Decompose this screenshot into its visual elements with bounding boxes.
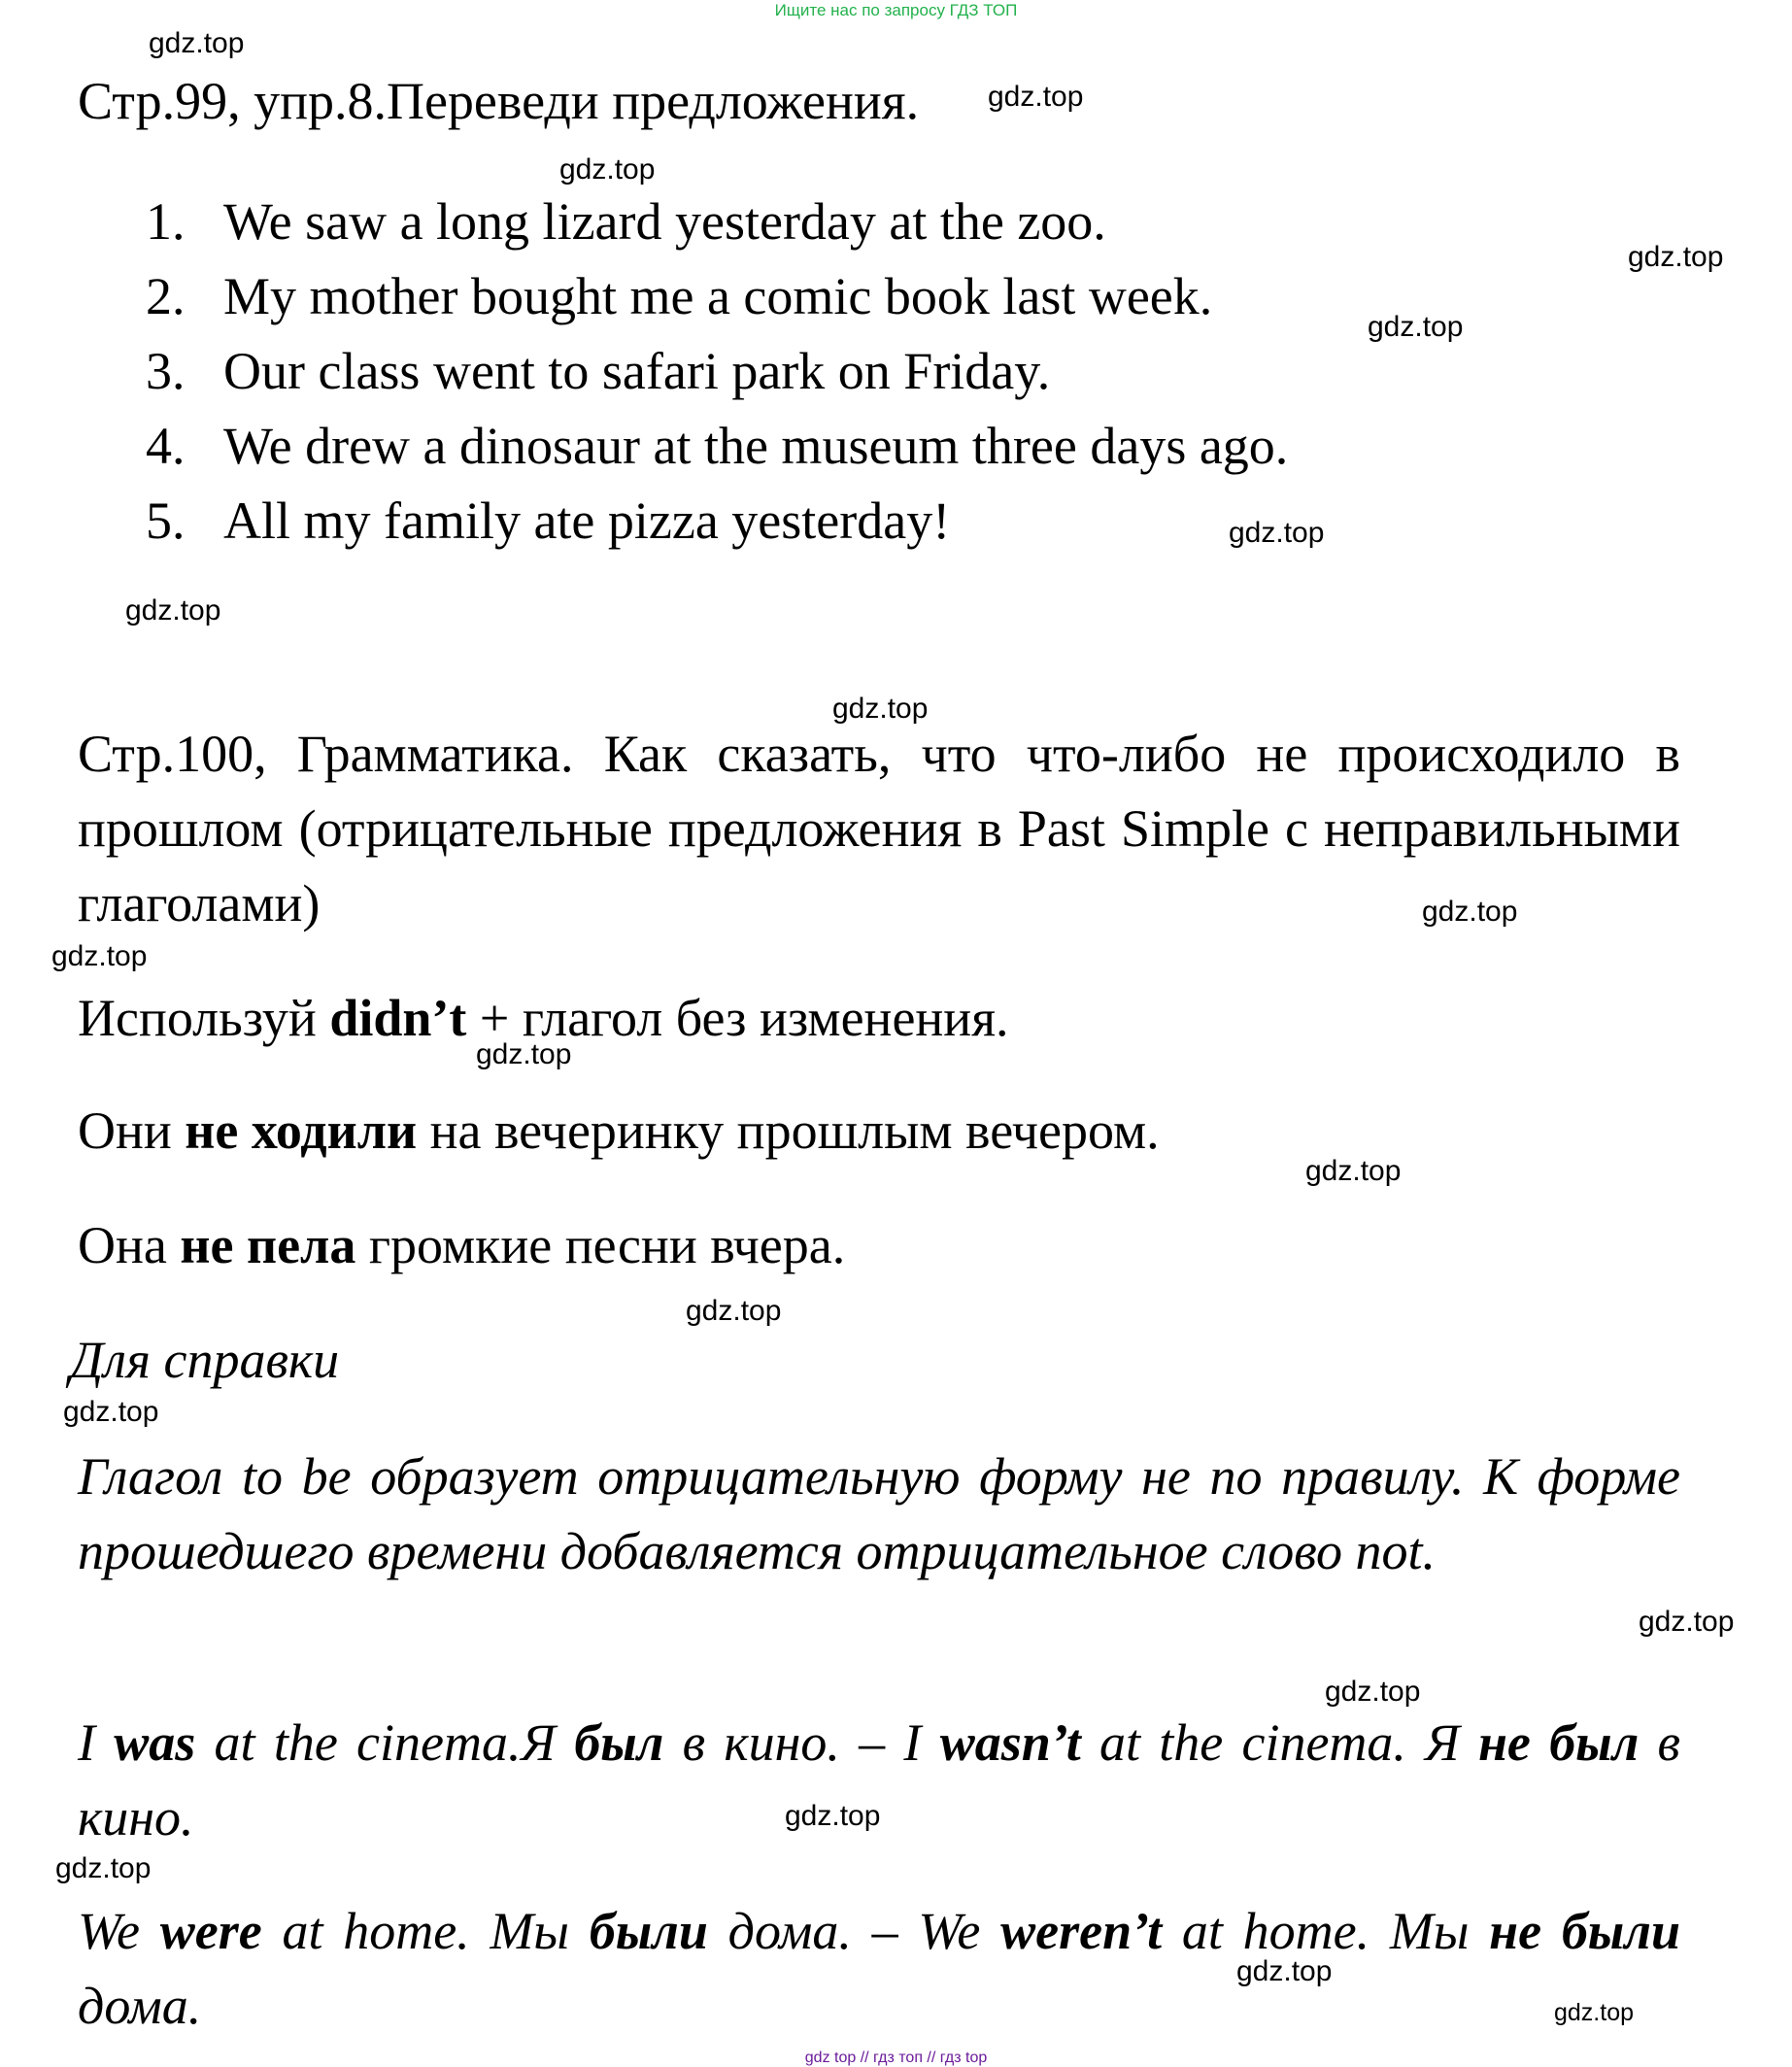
example-highlight: weren’t (1000, 1902, 1163, 1960)
example-text: at home. Мы (261, 1902, 590, 1960)
watermark: gdz.top (63, 1396, 159, 1428)
grammar-example (78, 1214, 845, 1276)
list-item (146, 259, 1288, 334)
watermark: gdz.top (1236, 1955, 1333, 1987)
watermark: gdz.top (476, 1038, 572, 1070)
rule-text: Используй (78, 989, 330, 1047)
example-highlight: были (589, 1902, 708, 1960)
example-text: на вечеринку прошлым вечером. (417, 1101, 1160, 1160)
watermark: gdz.top (1368, 311, 1464, 343)
grammar-example (78, 1100, 1160, 1162)
sentence-text: Our class went to safari park on Friday. (223, 342, 1051, 400)
exercise-heading: Стр.99, упр.8.Переведи предложения. (78, 72, 920, 130)
sentence-list (146, 185, 1288, 559)
watermark: gdz.top (1229, 517, 1325, 549)
example-highlight: не пела (180, 1216, 356, 1274)
example-text: at home. Мы (1162, 1902, 1490, 1960)
list-item (146, 185, 1288, 259)
watermark: gdz.top (55, 1852, 152, 1884)
list-number: 3. (146, 342, 186, 400)
reference-title: Для справки (70, 1331, 340, 1389)
list-item (146, 484, 1288, 559)
watermark: gdz.top (1305, 1155, 1402, 1187)
watermark: gdz.top (686, 1295, 782, 1327)
rule-text: + глагол без изменения. (466, 989, 1009, 1047)
example-text: дома. (78, 1977, 202, 2035)
sentence-text: We drew a dinosaur at the museum three days ago. (223, 417, 1289, 475)
watermark: gdz.top (988, 81, 1084, 113)
example-text: в кино. (78, 1713, 1680, 1847)
rule-keyword: didn’t (329, 989, 467, 1047)
watermark: gdz.top (1628, 241, 1724, 273)
sentence-text: All my family ate pizza yesterday! (223, 491, 951, 550)
example-text: Они (78, 1101, 186, 1160)
watermark: gdz.top (149, 27, 245, 59)
top-banner: Ищите нас по запросу ГДЗ ТОП (774, 1, 1018, 19)
example-highlight: не были (1489, 1902, 1681, 1960)
example-text: громкие песни вчера. (355, 1216, 846, 1274)
sentence-text: We saw a long lizard yesterday at the zoo. (223, 192, 1106, 251)
list-number: 4. (146, 417, 186, 475)
watermark: gdz.top (51, 940, 148, 972)
watermark: gdz.top (125, 594, 221, 627)
list-item (146, 409, 1288, 484)
example-text: дома. – We (707, 1902, 1001, 1960)
watermark: gdz.top (559, 153, 656, 186)
example-highlight: был (574, 1713, 664, 1772)
example-text: Она (78, 1216, 181, 1274)
reference-text: Глагол to be образует отрицательную форму не по правилу. К форме прошедшего времени добавляется отрицательное слово not. (78, 1447, 1680, 1580)
example-text: в кино. – I (663, 1713, 940, 1772)
example-highlight: не ходили (185, 1101, 418, 1160)
list-number: 5. (146, 491, 186, 550)
list-item (146, 334, 1288, 409)
example-text: I (78, 1713, 115, 1772)
watermark: gdz.top (832, 693, 929, 725)
sentence-text: My mother bought me a comic book last week. (223, 267, 1213, 325)
watermark: gdz.top (1554, 1999, 1635, 2026)
watermark: gdz.top (1422, 896, 1518, 928)
list-number: 2. (146, 267, 186, 325)
example-highlight: were (159, 1902, 262, 1960)
example-text: at the cinema.Я (195, 1713, 575, 1772)
example-highlight: не был (1477, 1713, 1640, 1772)
watermark: gdz.top (1639, 1606, 1735, 1638)
bottom-banner: gdz top // гдз топ // гдз top (804, 2050, 988, 2066)
example-highlight: was (114, 1713, 196, 1772)
reference-example (78, 1894, 1680, 2044)
list-number: 1. (146, 192, 186, 251)
watermark: gdz.top (1325, 1676, 1421, 1708)
watermark: gdz.top (785, 1800, 881, 1832)
grammar-heading: Стр.100, Грамматика. Как сказать, что что-либо не происходило в прошлом (отрицательные предложения в Past Simple с неправильными глаголами) (78, 725, 1680, 932)
example-text: at the cinema. Я (1080, 1713, 1478, 1772)
example-highlight: wasn’t (939, 1713, 1081, 1772)
example-text: We (78, 1902, 160, 1960)
